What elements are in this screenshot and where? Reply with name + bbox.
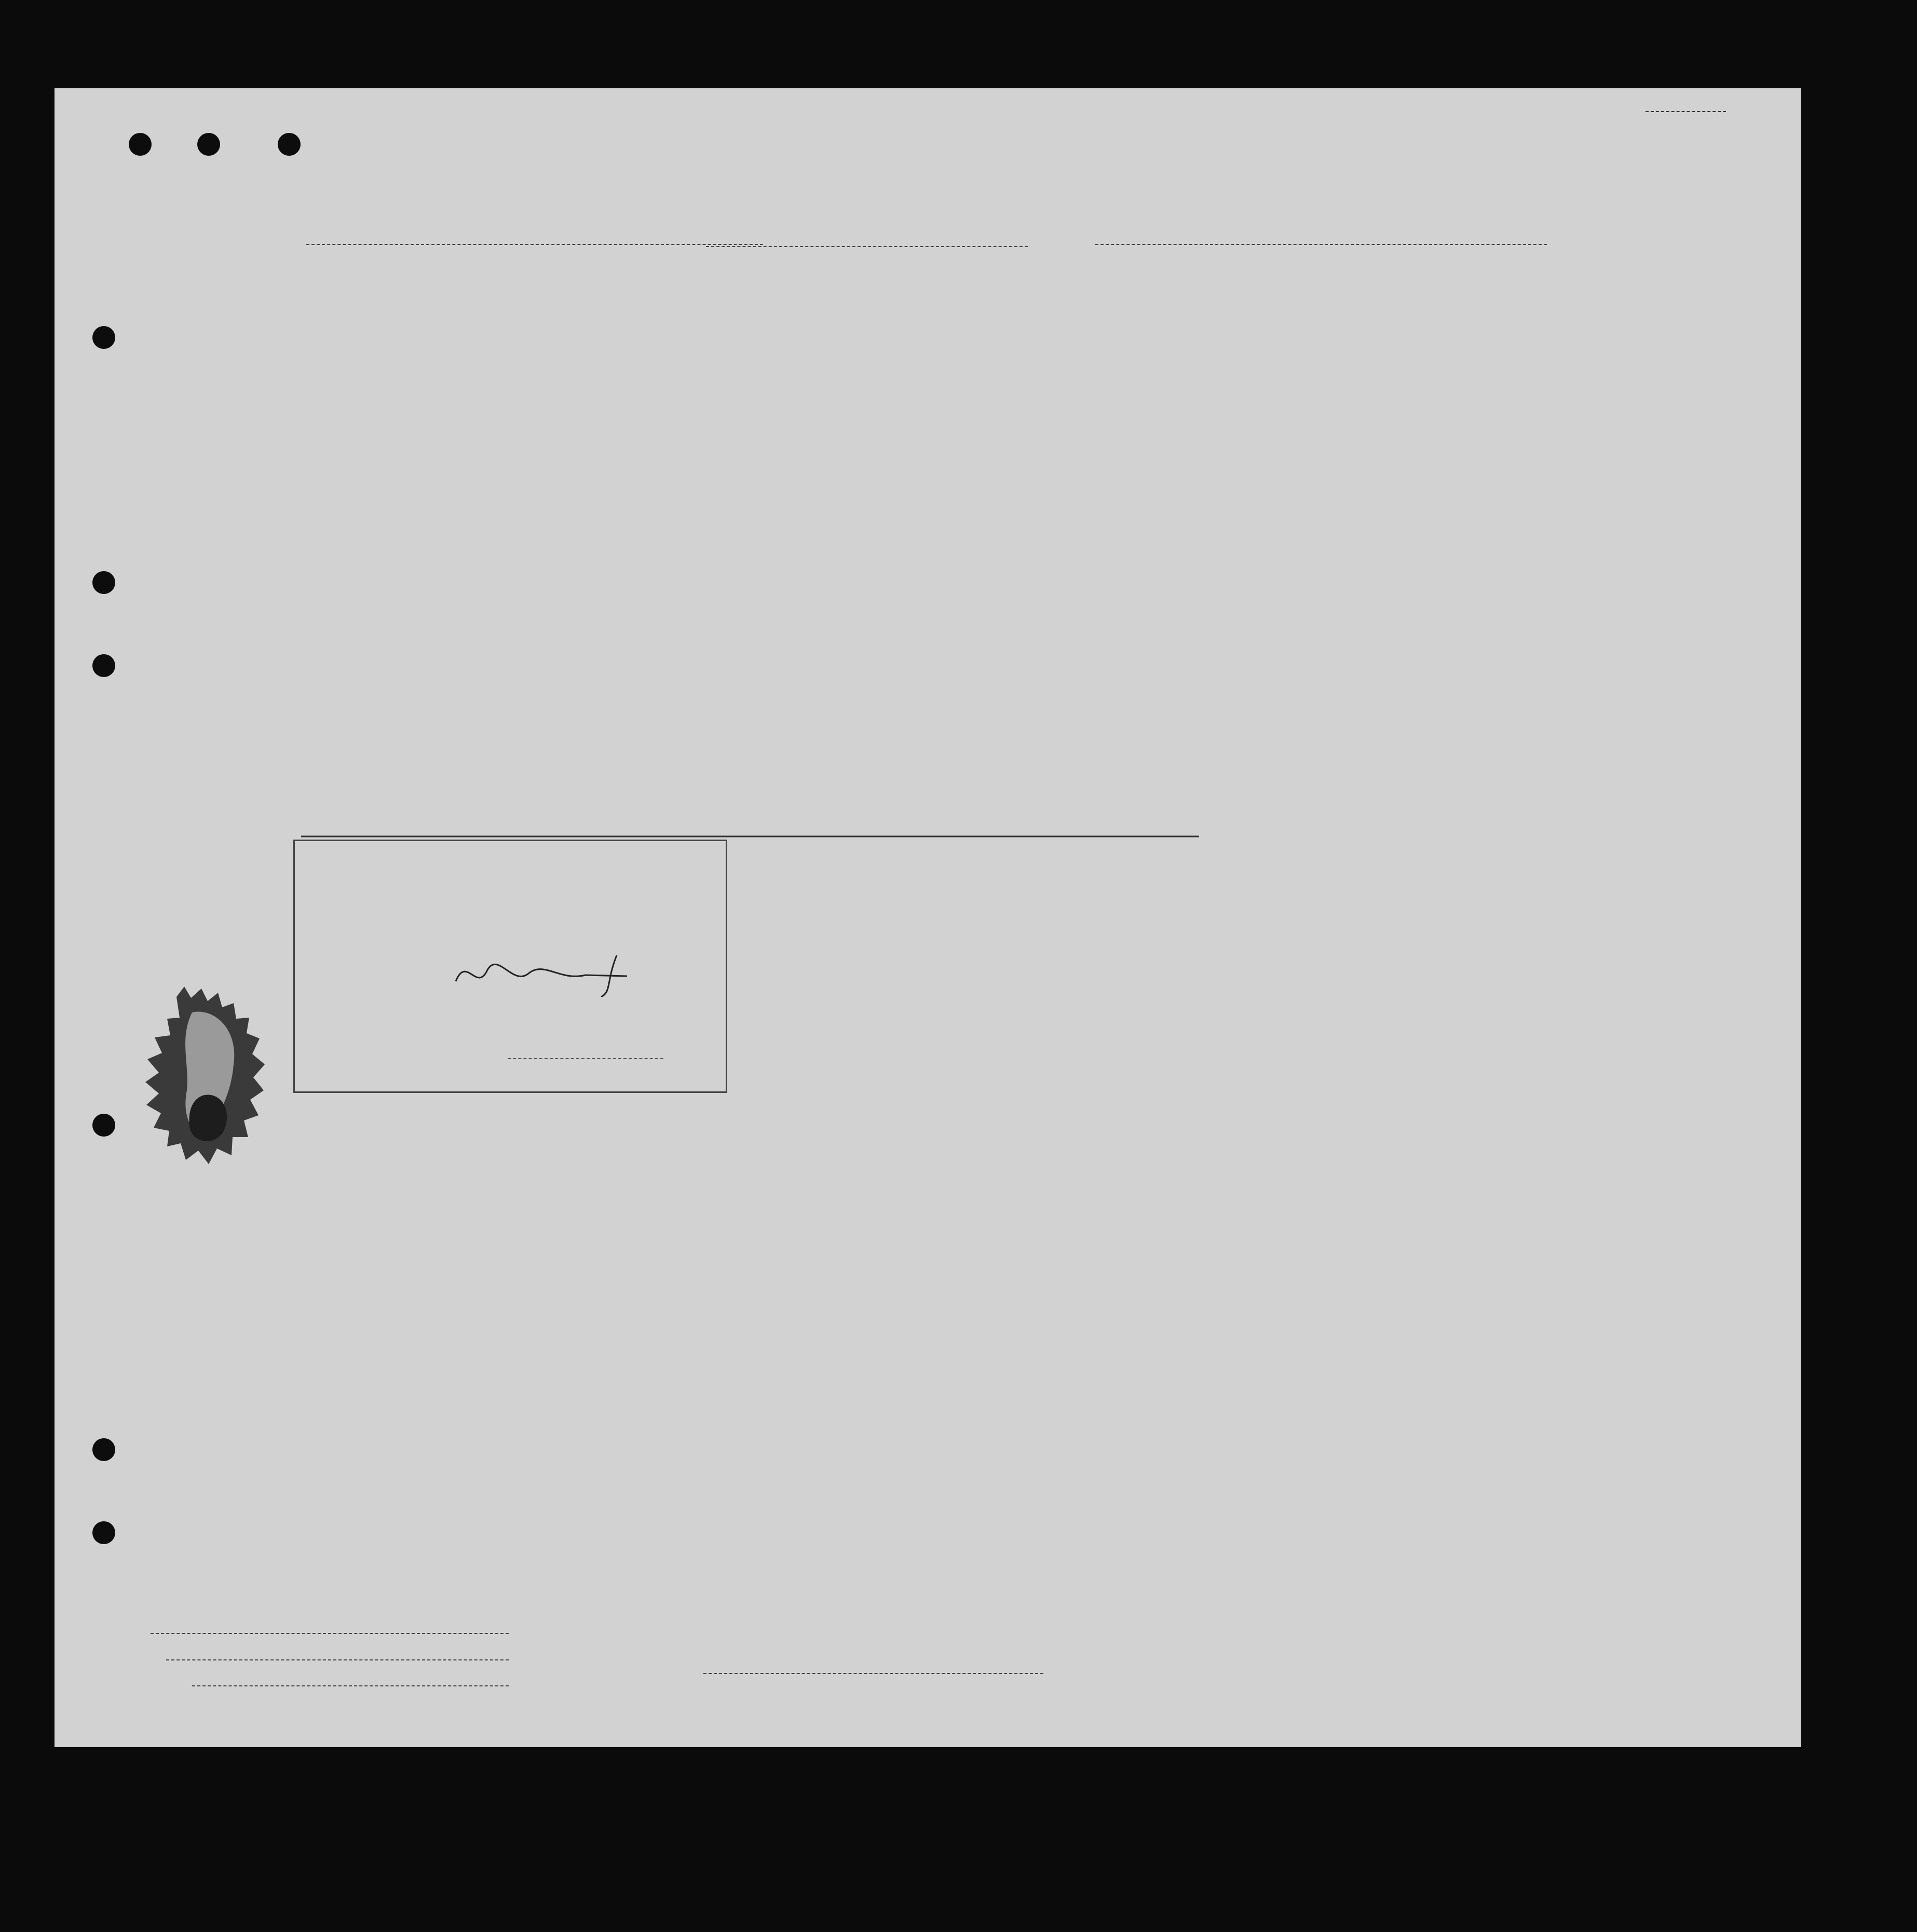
crew-list-visa-stamp (293, 840, 727, 1093)
fee-seal-icon (130, 981, 301, 1179)
consul-signature (451, 950, 637, 997)
footer-line-rule (151, 1633, 509, 1634)
date-value (508, 1058, 663, 1059)
inspector-rule (703, 1673, 1043, 1674)
footer-owners-rule (166, 1659, 509, 1660)
footer-agents-rule (192, 1685, 509, 1686)
